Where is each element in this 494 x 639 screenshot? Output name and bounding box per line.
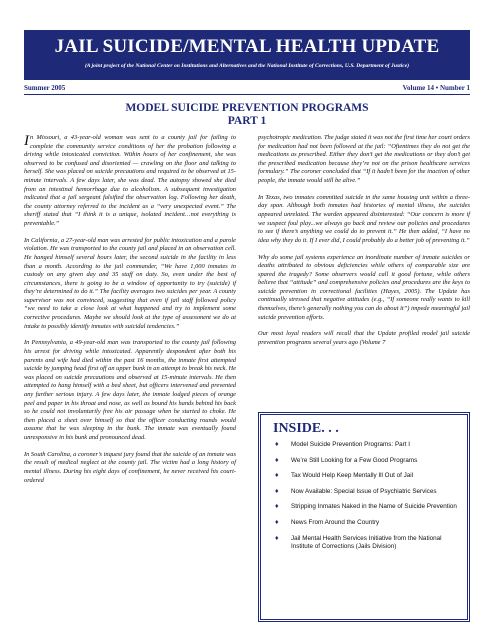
inside-item: ♦ We’re Still Looking for a Few Good Programs: [275, 456, 418, 464]
paragraph: psychotropic medication. The judge stated it was not the first time her court orders for medication had not been followed at the jail: “Oftentimes they do not get the medications as prescribed. Either they don’t get the medications or they don’t get the prescribed medication because they’re not on the prison healthcare services formulary.” The coroner concluded that “If it hadn’t been for the inaction of other people, the inmate would still be alive.”: [258, 134, 470, 184]
inside-item: ♦ Model Suicide Prevention Programs: Part I: [275, 441, 410, 448]
diamond-bullet-icon: ♦: [275, 456, 279, 464]
newsletter-banner: [24, 30, 470, 80]
inside-title: INSIDE. . .: [273, 421, 339, 436]
diamond-bullet-icon: ♦: [275, 503, 279, 511]
inside-contents-box: [258, 412, 470, 622]
paragraph: In South Carolina, a coroner’s inquest jury found that the suicide of an inmate was the result of medical neglect at the county jail. The victim had a long history of mental illness. During his eight days of confinement, he never received his court-ordered: [24, 450, 236, 484]
paragraph: [24, 134, 236, 229]
inside-item: ♦ Tax Would Help Keep Mentally Ill Out of Jail: [275, 472, 414, 480]
newsletter-title: JAIL SUICIDE/MENTAL HEALTH UPDATE: [54, 36, 440, 57]
inside-item: ♦ Now Available: Special Issue of Psychiatric Services: [275, 487, 437, 495]
paragraph-text: n Missouri, a 43-year-old woman was sent to a county jail for failing to complete the community service conditions of her the probation following a driving while intoxicated conviction. Within hours of her confinement, she was observed to be confused and disoriented — crawling on the floor and talking to herself. She was placed on suicide precautions and required to be observed at 15-minute intervals. A few days later, she was dead. The autopsy showed she died from an intestinal hemorrhage due to alcoholism. A subsequent investigation indicated that a jail sergeant falsified the observation log. Following her death, the county attorney referred to the incident as a “very unexpected event.” The sheriff stated that “I think it is a unique, isolated incident…not everything is preventable.”: [24, 134, 236, 227]
paragraph: Why do some jail systems experience an inordinate number of inmate suicides or deaths attributed to obvious deficiencies while others of comparable size are spared the tragedy? Some observers would call it good fortune, while others believe that “attitude” and comprehensive policies and procedures are the keys to suicide prevention in correctional facilities (Hayes, 2005). The Update has continually stressed that negative attitudes (e.g., “If someone really wants to kill themselves, there’s generally nothing you can do about it”) impede meaningful jail suicide prevention efforts.: [258, 253, 470, 321]
inside-item: ♦ News From Around the Country: [275, 518, 380, 526]
paragraph: In Texas, two inmates committed suicide in the same housing unit within a three-day span. Although both inmates had histories of mental illness, the suicides appeared unrelated. The warden appeared disinterested: “Our concern is more if we suspect foul play...we always go back and review our policies and procedures to see if there’s anything we could do to prevent it.” He then added, “I have no idea why they do it. If I ever did, I could probably do a better job of preventing it.”: [258, 193, 470, 244]
inside-item: ♦ Stripping Inmates Naked in the Name of Suicide Prevention: [275, 503, 457, 511]
left-column: [24, 134, 236, 493]
article-headline: [24, 102, 470, 128]
paragraph: Our most loyal readers will recall that the Update profiled model jail suicide prevention programs several years ago (Volume 7: [258, 330, 470, 347]
issue-volume: Volume 14 • Number 1: [402, 84, 470, 92]
diamond-bullet-icon: ♦: [275, 472, 279, 480]
headline-line-1: MODEL SUICIDE PREVENTION PROGRAMS: [125, 102, 369, 114]
issue-date: Summer 2005: [24, 84, 66, 92]
header-rule: [24, 94, 470, 95]
paragraph: In Pennsylvania, a 49-year-old man was transported to the county jail following his arrest for driving while intoxicated. Apparently despondent after both his parents and wife had died within the past 16 months, the inmate first attempted suicide by jumping head first off an upper bunk in an attempt to break his neck. He was placed on suicide precautions and observed at 15-minute intervals. He then attempted to hang himself with a bed sheet, but officers intervened and prevented any further serious injury. A few days later, the inmate lodged pieces of orange peel and paper in his throat and nose, as well as bound his hands behind his back so he could not involuntarily free his air passage when he started to choke. He then placed a sheet over himself so that the officer conducting rounds would assume that he was sleeping in the bunk. The inmate was eventually found unresponsive in his bunk and pronounced dead.: [24, 339, 236, 441]
headline-line-2: PART 1: [227, 115, 267, 127]
right-column: [258, 134, 470, 356]
diamond-bullet-icon: ♦: [275, 441, 279, 448]
paragraph: In California, a 27-year-old man was arrested for public intoxication and a parole violation. He was transported to the county jail and placed in an observation cell. He hanged himself several hours later, the second suicide in the facility in less than a month. According to the jail commander, “We have 1,000 inmates in custody on any given day and 35 staff on duty. So, even under the best of circumstances, there is going to be a window of opportunity to try (suicide) if they’re determined to do it.” The facility averages two suicides per year. A county supervisor was not convinced, suggesting that even if jail staff followed policy “we need to take a close look at what happened and try to implement some corrective procedures. Maybe we should look at the type of assessment we do at intake to possibly identify inmates with suicidal tendencies.”: [24, 236, 236, 330]
diamond-bullet-icon: ♦: [275, 518, 279, 526]
diamond-bullet-icon: ♦: [275, 487, 279, 495]
diamond-bullet-icon: ♦: [275, 534, 279, 542]
issue-line: [24, 84, 470, 94]
drop-cap: I: [24, 133, 29, 149]
inside-item: ♦ Jail Mental Health Services Initiative from the National Institute of Corrections (Jails Division): [275, 534, 442, 551]
newsletter-subtitle: (A joint project of the National Center on Institutions and Alternatives and the National Institute of Corrections, U.S. Department of Justice): [84, 63, 410, 69]
